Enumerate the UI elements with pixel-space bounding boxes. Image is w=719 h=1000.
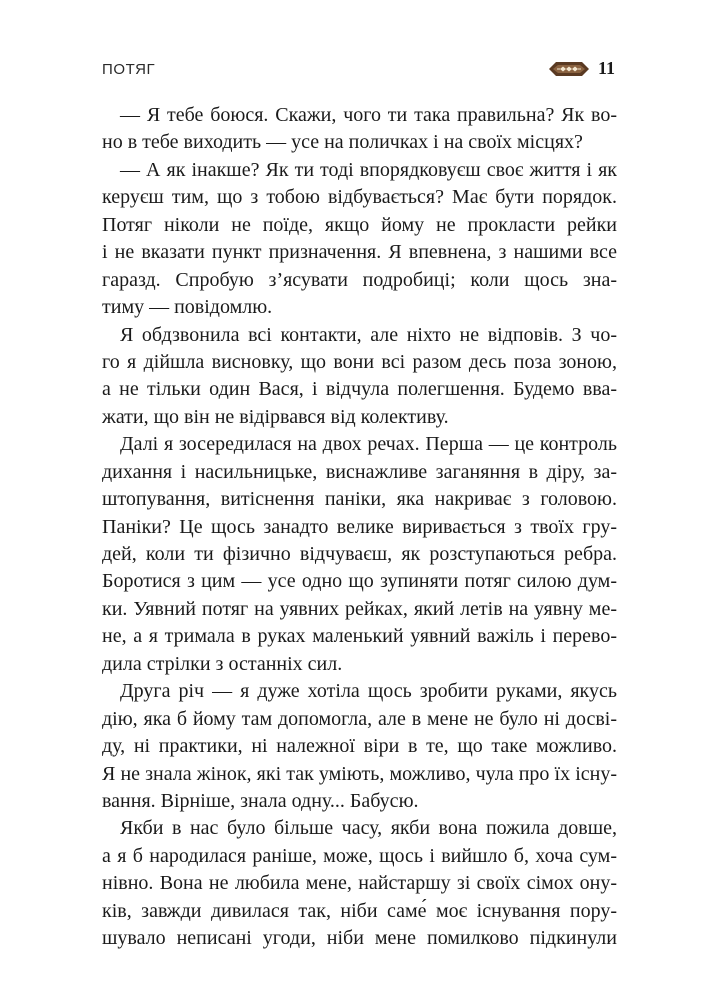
text-line: го я дійшла висновку, що вони всі разом десь поза зоною, <box>102 350 617 373</box>
text-line: нівно. Вона не любила мене, найстаршу зі своїх сімох ону- <box>102 872 617 895</box>
text-line: — Я тебе боюся. Скажи, чого ти така правильна? Як во- <box>120 104 617 126</box>
text-line: а не тільки один Вася, і відчула полегшення. Будемо вва- <box>102 378 617 401</box>
text-line: не, а я тримала в руках маленький уявний важіль і перево- <box>102 625 617 648</box>
body-text <box>102 102 617 953</box>
text-line: дей, коли ти фізично відчуваєш, як розступаються ребра. <box>102 543 617 565</box>
text-line: Я не знала жінок, які так уміють, можливо, чула про їх існу- <box>102 762 617 785</box>
text-line: жати, що він не відірвався від колективу. <box>102 405 449 428</box>
text-line: ки. Уявний потяг на уявних рейках, який летів на уявну ме- <box>102 597 617 620</box>
text-line: Потяг ніколи не поїде, якщо йому не прокласти рейки <box>102 213 617 236</box>
decorative-ornament-icon <box>548 60 590 78</box>
text-line: а я б народилася раніше, може, щось і вийшло б, хоча сум- <box>102 844 617 867</box>
page-number: 11 <box>598 58 616 78</box>
text-line: ків, завжди дивилася так, ніби саме́ моє існування пору- <box>102 899 617 922</box>
text-line: тиму — повідомлю. <box>102 296 273 319</box>
text-line: — А як інакше? Як ти тоді впорядковуєш своє життя і як <box>120 158 617 181</box>
text-line: гаразд. Спробую з’ясувати подробиці; коли щось зна- <box>102 268 617 291</box>
text-line: Якби в нас було більше часу, якби вона пожила довше, <box>120 817 617 840</box>
text-line: Паніки? Це щось занадто велике виривається з твоїх гру- <box>102 515 617 538</box>
text-line: Далі я зосередилася на двох речах. Перша — це контроль <box>120 433 617 456</box>
text-line: Я обдзвонила всі контакти, але ніхто не відповів. З чо- <box>120 323 617 346</box>
text-line: шувало неписані угоди, ніби мене помилково підкинули <box>102 927 617 950</box>
text-line: дію, яка б йому там допомогла, але в мене не було ні досві- <box>102 707 617 730</box>
text-line: вання. Вірніше, знала одну... Бабусю. <box>102 789 419 812</box>
text-line: штопування, витіснення паніки, яка накриває з головою. <box>102 488 617 511</box>
text-line: но в тебе виходить — усе на поличках і на своїх місцях? <box>102 131 583 154</box>
running-title: ПОТЯГ <box>102 61 156 78</box>
text-line: Боротися з цим — усе одно що зупиняти потяг силою дум- <box>102 570 617 593</box>
text-line: ду, ні практики, ні належної віри в те, що таке можливо. <box>102 735 617 758</box>
text-line: дила стрілки з останніх сил. <box>102 652 343 675</box>
text-line: Друга річ — я дуже хотіла щось зробити руками, якусь <box>120 680 617 703</box>
text-line: керуєш тим, що з тобою відбувається? Має бути порядок. <box>102 186 617 209</box>
text-line: дихання і насильницьке, виснажливе заганяння в діру, за- <box>102 460 617 483</box>
text-line: і не вказати пункт призначення. Я впевнена, з нашими все <box>102 241 617 264</box>
